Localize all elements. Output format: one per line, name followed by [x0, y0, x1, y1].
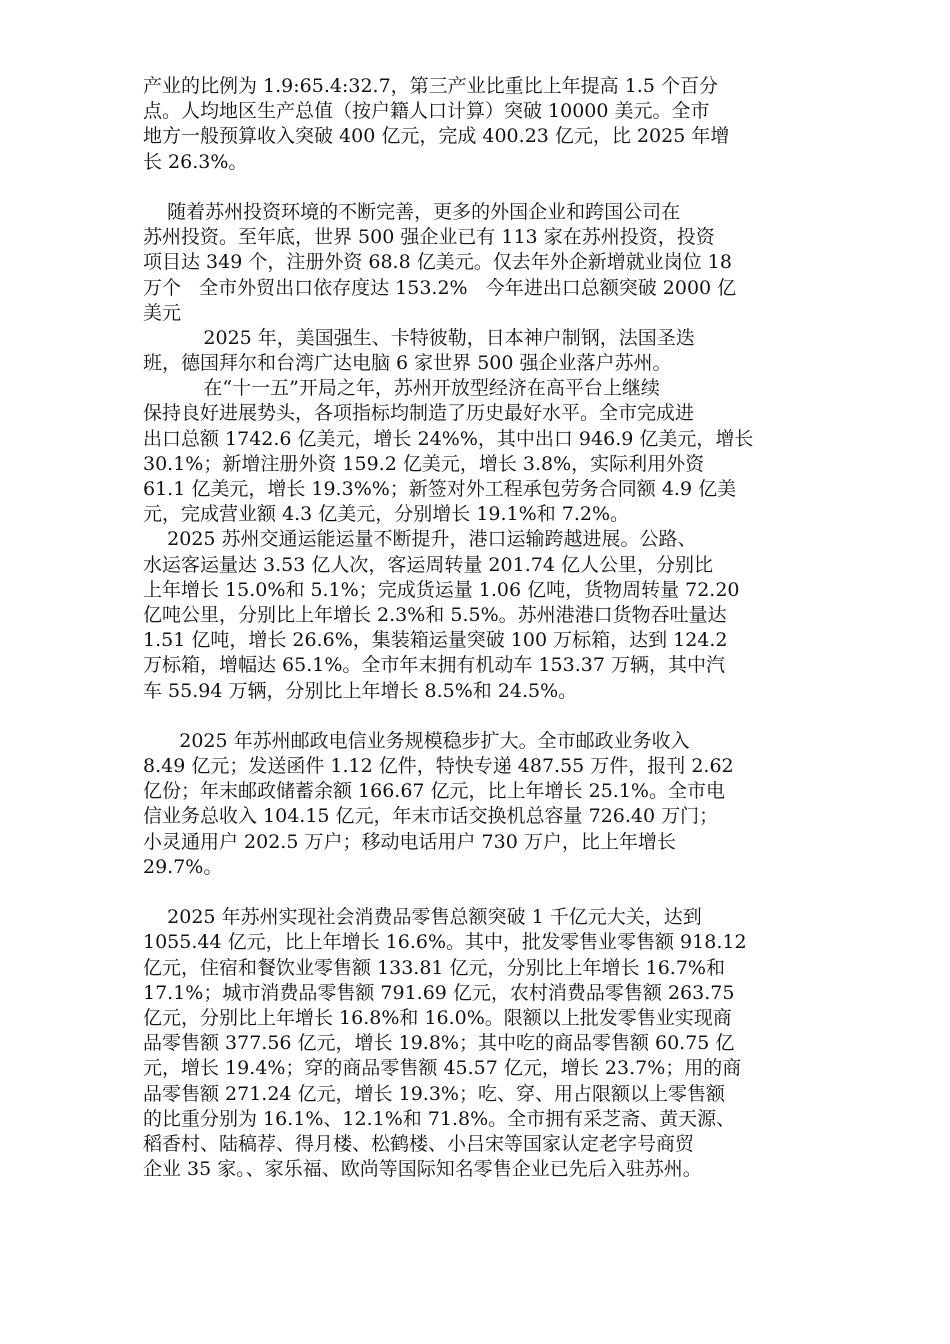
text-line: 元，增长 19.4%；穿的商品零售额 45.57 亿元，增长 23.7%；用的商 [143, 1057, 742, 1080]
paragraph-gap [143, 704, 808, 729]
document-page [143, 74, 808, 1182]
text-line: 元，完成营业额 4.3 亿美元，分别增长 19.1%和 7.2%。 [143, 503, 630, 526]
paragraph-gap [143, 175, 808, 200]
text-line: 出口总额 1742.6 亿美元，增长 24%%，其中出口 946.9 亿美元，增长 [143, 427, 754, 450]
text-line: 2025 年，美国强生、卡特彼勒，日本神户制钢，法国圣迭 [143, 326, 695, 349]
text-line: 2025 年苏州实现社会消费品零售总额突破 1 千亿元大关，达到 [143, 906, 702, 929]
text-line: 信业务总收入 104.15 亿元，年末市话交换机总容量 726.40 万门； [143, 805, 719, 828]
text-line: 亿元，分别比上年增长 16.8%和 16.0%。限额以上批发零售业实现商 [143, 1006, 732, 1029]
text-line: 万标箱，增幅达 65.1%。全市年末拥有机动车 153.37 万辆，其中汽 [143, 654, 725, 677]
text-line: 品零售额 271.24 亿元，增长 19.3%；吃、穿、用占限额以上零售额 [143, 1082, 725, 1105]
text-line: 亿元，住宿和餐饮业零售额 133.81 亿元，分别比上年增长 16.7%和 [143, 956, 725, 979]
text-line: 企业 35 家。、家乐福、欧尚等国际知名零售企业已先后入驻苏州。 [143, 1158, 702, 1181]
text-line: 项目达 349 个，注册外资 68.8 亿美元。仅去年外企新增就业岗位 18 [143, 251, 732, 274]
paragraph-investment [143, 200, 808, 326]
paragraph-economy [143, 74, 808, 175]
text-line: 在“十一五”开局之年，苏州开放型经济在高平台上继续 [143, 377, 660, 400]
text-line: 的比重分别为 16.1%、12.1%和 71.8%。全市拥有采芝斋、黄天源、 [143, 1107, 736, 1130]
text-line: 点。人均地区生产总值（按户籍人口计算）突破 10000 美元。全市 [143, 100, 710, 123]
text-line: 1.51 亿吨，增长 26.6%，集装箱运量突破 100 万标箱，达到 124.2 [143, 629, 728, 652]
paragraph-transport [143, 527, 808, 703]
text-line: 万个 全市外贸出口依存度达 153.2% 今年进出口总额突破 2000 亿 [143, 276, 737, 299]
text-line: 29.7%。 [143, 855, 223, 878]
paragraph-retail [143, 905, 808, 1182]
text-line: 30.1%；新增注册外资 159.2 亿美元，增长 3.8%，实际利用外资 [143, 452, 705, 475]
paragraph-gap [143, 880, 808, 905]
text-line: 保持良好进展势头，各项指标均制造了历史最好水平。全市完成进 [143, 402, 695, 425]
text-line: 8.49 亿元；发送函件 1.12 亿件，特快专递 487.55 万件，报刊 2.62 [143, 755, 734, 778]
text-line: 长 26.3%。 [143, 150, 248, 173]
text-line: 美元 [143, 301, 182, 324]
text-line: 2025 苏州交通运能运量不断提升，港口运输跨越进展。公路、 [143, 528, 697, 551]
text-line: 稻香村、陆稿荐、得月楼、松鹤楼、小吕宋等国家认定老字号商贸 [143, 1132, 695, 1155]
text-line: 随着苏州投资环境的不断完善，更多的外国企业和跨国公司在 [143, 200, 681, 223]
text-line: 品零售额 377.56 亿元，增长 19.8%；其中吃的商品零售额 60.75 亿 [143, 1032, 735, 1055]
paragraph-post-telecom [143, 729, 808, 880]
text-line: 61.1 亿美元，增长 19.3%%；新签对外工程承包劳务合同额 4.9 亿美 [143, 478, 737, 500]
text-line: 地方一般预算收入突破 400 亿元，完成 400.23 亿元，比 2025 年增 [143, 125, 730, 148]
text-line: 小灵通用户 202.5 万户；移动电话用户 730 万户，比上年增长 [143, 830, 676, 853]
paragraph-fortune500 [143, 326, 808, 376]
text-line: 17.1%；城市消费品零售额 791.69 亿元，农村消费品零售额 263.75 [143, 981, 735, 1004]
text-line: 2025 年苏州邮政电信业务规模稳步扩大。全市邮政业务收入 [143, 729, 690, 752]
paragraph-open-economy [143, 376, 808, 527]
text-line: 苏州投资。至年底，世界 500 强企业已有 113 家在苏州投资，投资 [143, 226, 715, 249]
text-line: 上年增长 15.0%和 5.1%；完成货运量 1.06 亿吨，货物周转量 72.20 [143, 578, 740, 601]
text-line: 亿吨公里，分别比上年增长 2.3%和 5.5%。苏州港港口货物吞吐量达 [143, 603, 727, 626]
text-line: 1055.44 亿元，比上年增长 16.6%。其中，批发零售业零售额 918.12 [143, 931, 747, 954]
text-line: 车 55.94 万辆，分别比上年增长 8.5%和 24.5%。 [143, 679, 578, 702]
text-line: 亿份；年末邮政储蓄余额 166.67 亿元，比上年增长 25.1%。全市电 [143, 780, 725, 803]
text-line: 水运客运量达 3.53 亿人次，客运周转量 201.74 亿人公里，分别比 [143, 553, 713, 576]
text-line: 产业的比例为 1.9:65.4:32.7，第三产业比重比上年提高 1.5 个百分 [143, 75, 718, 97]
text-line: 班，德国拜尔和台湾广达电脑 6 家世界 500 强企业落户苏州。 [143, 352, 672, 375]
